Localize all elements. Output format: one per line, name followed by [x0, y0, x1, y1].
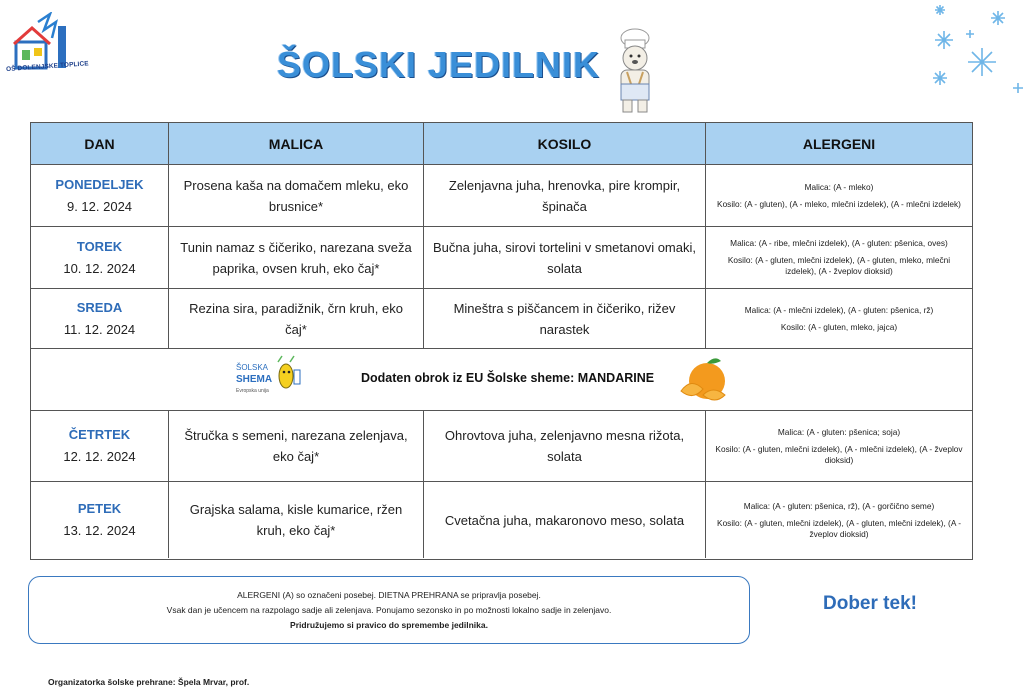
day-date: 10. 12. 2024: [63, 260, 136, 276]
school-scheme-row: [31, 349, 972, 411]
menu-table: [30, 122, 973, 560]
malica-cell: Prosena kaša na domačem mleku, eko brusnice*: [169, 165, 424, 226]
organizer-credit: Organizatorka šolske prehrane: Špela Mrvar, prof.: [48, 677, 250, 687]
table-row: [31, 227, 972, 289]
kosilo-cell: Mineštra s piščancem in čičeriko, rižev narastek: [424, 289, 706, 348]
page-title: ŠOLSKI JEDILNIK: [277, 44, 601, 85]
mandarin-icon: [677, 355, 729, 405]
school-scheme-logo: [234, 354, 306, 406]
table-row: [31, 165, 972, 227]
scheme-logo-line2: SHEMA: [236, 374, 273, 385]
header-kosilo: KOSILO: [424, 123, 706, 164]
alergeni-kosilo: Kosilo: (A - gluten, mlečni izdelek), (A - mlečni izdelek), (A - žveplov dioksid): [715, 443, 963, 465]
day-date: 9. 12. 2024: [66, 198, 133, 214]
header-malica: MALICA: [169, 123, 424, 164]
table-header-row: [31, 123, 972, 165]
table-row: [31, 482, 972, 558]
day-date: 11. 12. 2024: [63, 321, 136, 337]
scheme-logo-line1: ŠOLSKA: [236, 363, 269, 372]
day-date: 12. 12. 2024: [63, 449, 136, 464]
alergeni-cell: [706, 227, 972, 288]
day-name: PETEK: [77, 501, 122, 516]
alergeni-malica: Malica: (A - mlečni izdelek), (A - gluten: pšenica, rž): [744, 304, 934, 315]
scheme-logo-line3: Evropska unija: [236, 388, 269, 394]
day-date: 13. 12. 2024: [63, 523, 136, 538]
note-line-3: Pridružujemo si pravico do spremembe jedilnika.: [290, 619, 488, 630]
school-scheme-text: Dodaten obrok iz EU Šolske sheme: MANDARINE: [361, 371, 655, 385]
malica-cell: Tunin namaz s čičeriko, narezana sveža paprika, ovsen kruh, eko čaj*: [169, 227, 424, 288]
alergeni-kosilo: Kosilo: (A - gluten, mleko, jajca): [780, 321, 898, 332]
chef-bear-illustration: [605, 26, 665, 116]
allergen-note-box: [28, 576, 750, 644]
closing-greeting: Dober tek!: [823, 593, 917, 614]
alergeni-cell: [706, 482, 972, 558]
alergeni-cell: [706, 411, 972, 481]
malica-cell: Štručka s semeni, narezana zelenjava, eko čaj*: [169, 411, 424, 481]
day-name: TOREK: [76, 238, 123, 254]
alergeni-cell: [706, 165, 972, 226]
alergeni-malica: Malica: (A - gluten: pšenica; soja): [777, 426, 901, 437]
malica-cell: Grajska salama, kisle kumarice, ržen kruh, eko čaj*: [169, 482, 424, 558]
malica-cell: Rezina sira, paradižnik, črn kruh, eko čaj*: [169, 289, 424, 348]
kosilo-cell: Zelenjavna juha, hrenovka, pire krompir, špinača: [424, 165, 706, 226]
alergeni-malica: Malica: (A - mleko): [804, 181, 874, 192]
alergeni-kosilo: Kosilo: (A - gluten), (A - mleko, mlečni izdelek), (A - mlečni izdelek): [717, 198, 961, 209]
table-row: [31, 289, 972, 349]
day-name: ČETRTEK: [68, 427, 131, 442]
kosilo-cell: Cvetačna juha, makaronovo meso, solata: [424, 482, 706, 558]
table-row: [31, 411, 972, 482]
snowflakes-decoration: [920, 0, 1024, 100]
school-logo-text: OŠ DOLENJSKE TOPLICE: [5, 60, 89, 74]
header-day: DAN: [31, 123, 169, 164]
alergeni-kosilo: Kosilo: (A - gluten, mlečni izdelek), (A - gluten, mleko, mlečni izdelek), (A - žveplov dioksid): [727, 255, 951, 276]
note-line-1: ALERGENI (A) so označeni posebej. DIETNA PREHRANA se pripravlja posebej.: [237, 589, 541, 600]
kosilo-cell: Ohrovtova juha, zelenjavno mesna rižota, solata: [424, 411, 706, 481]
note-line-2: Vsak dan je učencem na razpolago sadje ali zelenjava. Ponujamo sezonsko in po možnosti lokalno sadje in zelenjavo.: [166, 604, 612, 615]
alergeni-cell: [706, 289, 972, 348]
alergeni-kosilo: Kosilo: (A - gluten, mlečni izdelek), (A - gluten, mlečni izdelek), (A - žveplov dioksid): [717, 517, 961, 539]
alergeni-malica: Malica: (A - gluten: pšenica, rž), (A - gorčično seme): [743, 500, 935, 511]
header-alergeni: ALERGENI: [802, 135, 876, 152]
day-name: SREDA: [76, 299, 123, 315]
kosilo-cell: Bučna juha, sirovi tortelini v smetanovi omaki, solata: [424, 227, 706, 288]
alergeni-malica: Malica: (A - ribe, mlečni izdelek), (A - gluten: pšenica, oves): [730, 238, 948, 248]
day-name: PONEDELJEK: [55, 176, 144, 192]
